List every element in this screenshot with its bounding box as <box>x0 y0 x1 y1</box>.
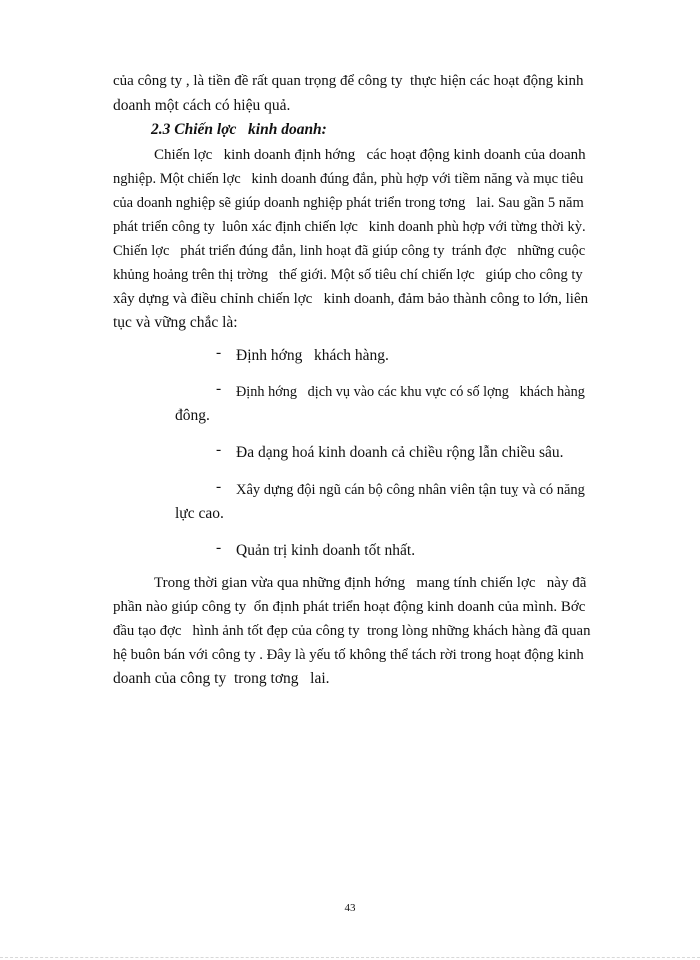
body-text-line: của công ty , là tiền đề rất quan trọng để công ty thực hiện các hoạt động kinh <box>113 73 584 89</box>
body-text-line: doanh của công ty trong tơng lai. <box>113 670 330 687</box>
bullet-item: Xây dựng đội ngũ cán bộ công nhân viên tận tuỵ và có năng <box>236 482 585 498</box>
bullet-item: Đa dạng hoá kinh doanh cả chiều rộng lẫn chiều sâu. <box>236 444 564 461</box>
bullet-item-continuation: lực cao. <box>175 505 224 522</box>
body-text-line: Chiến lợc kinh doanh định hớng các hoạt động kinh doanh của doanh <box>154 147 586 163</box>
bullet-item: Quản trị kinh doanh tốt nhất. <box>236 542 416 559</box>
body-text-line: Trong thời gian vừa qua những định hớng mang tính chiến lợc này đã <box>154 575 587 591</box>
body-text-line: phần nào giúp công ty ổn định phát triển hoạt động kinh doanh của mình. Bớc <box>113 599 586 615</box>
bullet-marker: - <box>216 441 222 458</box>
bullet-marker: - <box>216 539 222 556</box>
page-bottom-divider <box>0 957 700 958</box>
bullet-marker: - <box>216 380 222 397</box>
bullet-item: Định hớng dịch vụ vào các khu vực có số lợng khách hàng <box>236 384 585 400</box>
body-text-line: nghiệp. Một chiến lợc kinh doanh đúng đắn, phù hợp với tiềm năng và mục tiêu <box>113 171 584 187</box>
body-text-line: tục và vững chắc là: <box>113 314 238 331</box>
body-text-line: đầu tạo đợc hình ảnh tốt đẹp của công ty trong lòng những khách hàng đã quan <box>113 623 591 639</box>
bullet-marker: - <box>216 344 222 361</box>
bullet-item: Định hớng khách hàng. <box>236 347 389 364</box>
body-text-line: khủng hoảng trên thị trờng thế giới. Một số tiêu chí chiến lợc giúp cho công ty <box>113 267 583 283</box>
page-number: 43 <box>344 902 356 914</box>
body-text-line: xây dựng và điều chỉnh chiến lợc kinh doanh, đảm bảo thành công to lớn, liên <box>113 291 589 307</box>
bullet-marker: - <box>216 478 222 495</box>
body-text-line: hệ buôn bán với công ty . Đây là yếu tố không thể tách rời trong hoạt động kinh <box>113 647 584 663</box>
body-text-line: Chiến lợc phát triển đúng đắn, linh hoạt đã giúp công ty tránh đợc những cuộc <box>113 243 586 259</box>
body-text-line: doanh một cách có hiệu quả. <box>113 97 291 114</box>
bullet-item-continuation: đông. <box>175 407 210 424</box>
body-text-line: của doanh nghiệp sẽ giúp doanh nghiệp phát triển trong tơng lai. Sau gần 5 năm <box>113 195 584 211</box>
body-text-line: phát triển công ty luôn xác định chiến lợc kinh doanh phù hợp với từng thời kỳ. <box>113 219 586 235</box>
section-heading: 2.3 Chiến lợc kinh doanh: <box>151 121 327 138</box>
